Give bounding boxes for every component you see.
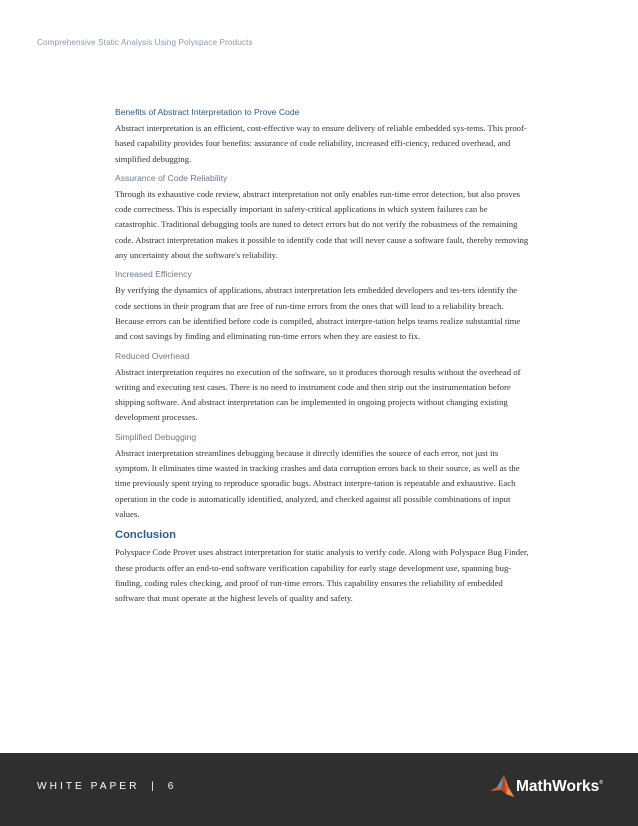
mathworks-logo [489, 770, 609, 802]
footer-bar [0, 753, 638, 826]
logo-wordmark: MathWorks® [516, 778, 603, 795]
page-number: 6 [167, 781, 174, 792]
section-heading-conclusion: Conclusion [115, 529, 176, 542]
footer-label-group [37, 781, 173, 792]
running-header: Comprehensive Static Analysis Using Polyspace Products [37, 38, 253, 47]
paragraph-assurance: Through its exhaustive code review, abstract interpretation not only enables run-time error detection, but also proves code correctness. This is especially important in safety-critical applications in which system failures can be catastrophic. Traditional debugging tools are tuned to detect errors but do not verify the robustness of the remaining code. Abstract interpretation makes it possible to identify code that will never cause a software fault, thereby removing any uncertainty about the software's reliability. [115, 188, 529, 261]
subheading-overhead: Reduced Overhead [115, 350, 190, 361]
section-heading-benefits: Benefits of Abstract Interpretation to Prove Code [115, 107, 300, 117]
footer-separator: | [151, 781, 154, 792]
subheading-assurance: Assurance of Code Reliability [115, 172, 228, 183]
white-paper-label: WHITE PAPER [37, 781, 140, 792]
paragraph-overhead: Abstract interpretation requires no execution of the software, so it produces thorough results without the overhead of writing and executing test cases. There is no need to instrument code and then strip out the instrumentation before shipping software. And abstract interpretation can be implemented in ongoing projects without changing existing development processes. [115, 366, 521, 423]
paragraph-debugging: Abstract interpretation streamlines debugging because it directly identifies the source of each error, not just its symptom. It eliminates time wasted in tracking crashes and data corruption errors back to their source, as well as the time previously spent trying to reproduce sporadic bugs. Abstract interpre-tation is repeatable and exhaustive. Each operation in the code is automatically identified, analyzed, and checked against all possible combinations of input values. [115, 447, 520, 519]
subheading-efficiency: Increased Efficiency [115, 269, 192, 280]
membrane-logo-icon [489, 770, 515, 802]
main-content [115, 107, 533, 606]
paragraph-benefits: Abstract interpretation is an efficient, cost-effective way to ensure delivery of reliable embedded sys-tems. This proof-based capability provides four benefits: assurance of code reliability, increased effi-ciency, reduced overhead, and simplified debugging. [115, 123, 527, 164]
paragraph-efficiency: By verifying the dynamics of applications, abstract interpretation lets embedded developers and tes-ters identify the code sections in their program that are free of run-time errors from the ones that will lead to a reliability breach. Because errors can be identified before code is compiled, abstract interpre-tation helps teams realize substantial time and cost savings by finding and eliminating run-time errors when they are easiest to fix. [115, 285, 521, 342]
subheading-debugging: Simplified Debugging [115, 431, 197, 442]
paragraph-conclusion: Polyspace Code Prover uses abstract interpretation for static analysis to verify code. Along with Polyspace Bug Finder, these products offer an end-to-end software verification capability for early stage development use, spanning bug-finding, coding rules checking, and proof of run-time errors. This capability ensures the reliability of embedded software that must operate at the highest levels of quality and safety. [115, 547, 529, 604]
